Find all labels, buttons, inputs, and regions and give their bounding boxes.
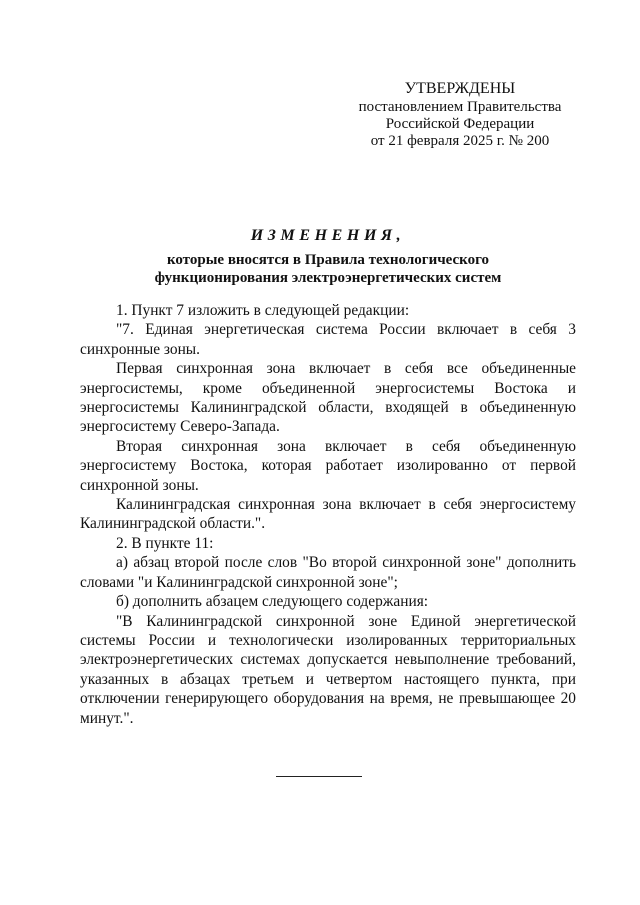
document-subtitle-line-1: которые вносятся в Правила технологического [166,252,490,268]
paragraph-item-7-intro: "7. Единая энергетическая система России включает в себя 3 синхронные зоны. [80,321,576,358]
paragraph-kaliningrad-zone: Калининградская синхронная зона включает в себя энергосистему Калининградской области.". [80,496,576,533]
approval-line-government: Российской Федерации [385,116,535,132]
document-title-block [80,226,576,287]
approval-line-date-number: от 21 февраля 2025 г. № 200 [370,133,550,149]
approved-label: УТВЕРЖДЕНЫ [404,80,516,97]
paragraph-new-text: "В Калининградской синхронной зоне Единой энергетической системы России и технологически изолированных территориальных электроэнергетических системах допускается невыполнение требований, указанных в абзацах третьем и четвертом настоящего пункта, при отключении генерирующего оборудования на время, не превышающее 20 минут.". [80,612,576,727]
document-title: ИЗМЕНЕНИЯ, [250,227,406,244]
end-divider [276,776,362,777]
paragraph-item-1: 1. Пункт 7 изложить в следующей редакции: [116,302,410,319]
paragraph-first-zone: Первая синхронная зона включает в себя все объединенные энергосистемы, кроме объединенной энергосистемы Востока и энергосистемы Калининградской области, входящей в объединенную энергосистему Северо-Запада. [80,360,576,436]
paragraph-subitem-b: б) дополнить абзацем следующего содержания: [116,593,429,611]
document-subtitle-line-2: функционирования электроэнергетических систем [154,270,502,286]
paragraph-second-zone: Вторая синхронная зона включает в себя объединенную энергосистему Востока, которая работает изолированно от первой синхронной зоны. [80,437,576,494]
paragraph-subitem-a: а) абзац второй после слов "Во второй синхронной зоне" дополнить словами "и Калининградской синхронной зоне"; [80,554,576,591]
approval-line-decree: постановлением Правительства [358,99,562,115]
document-body [80,301,576,728]
approval-block [340,80,580,150]
paragraph-item-2: 2. В пункте 11: [116,534,214,552]
